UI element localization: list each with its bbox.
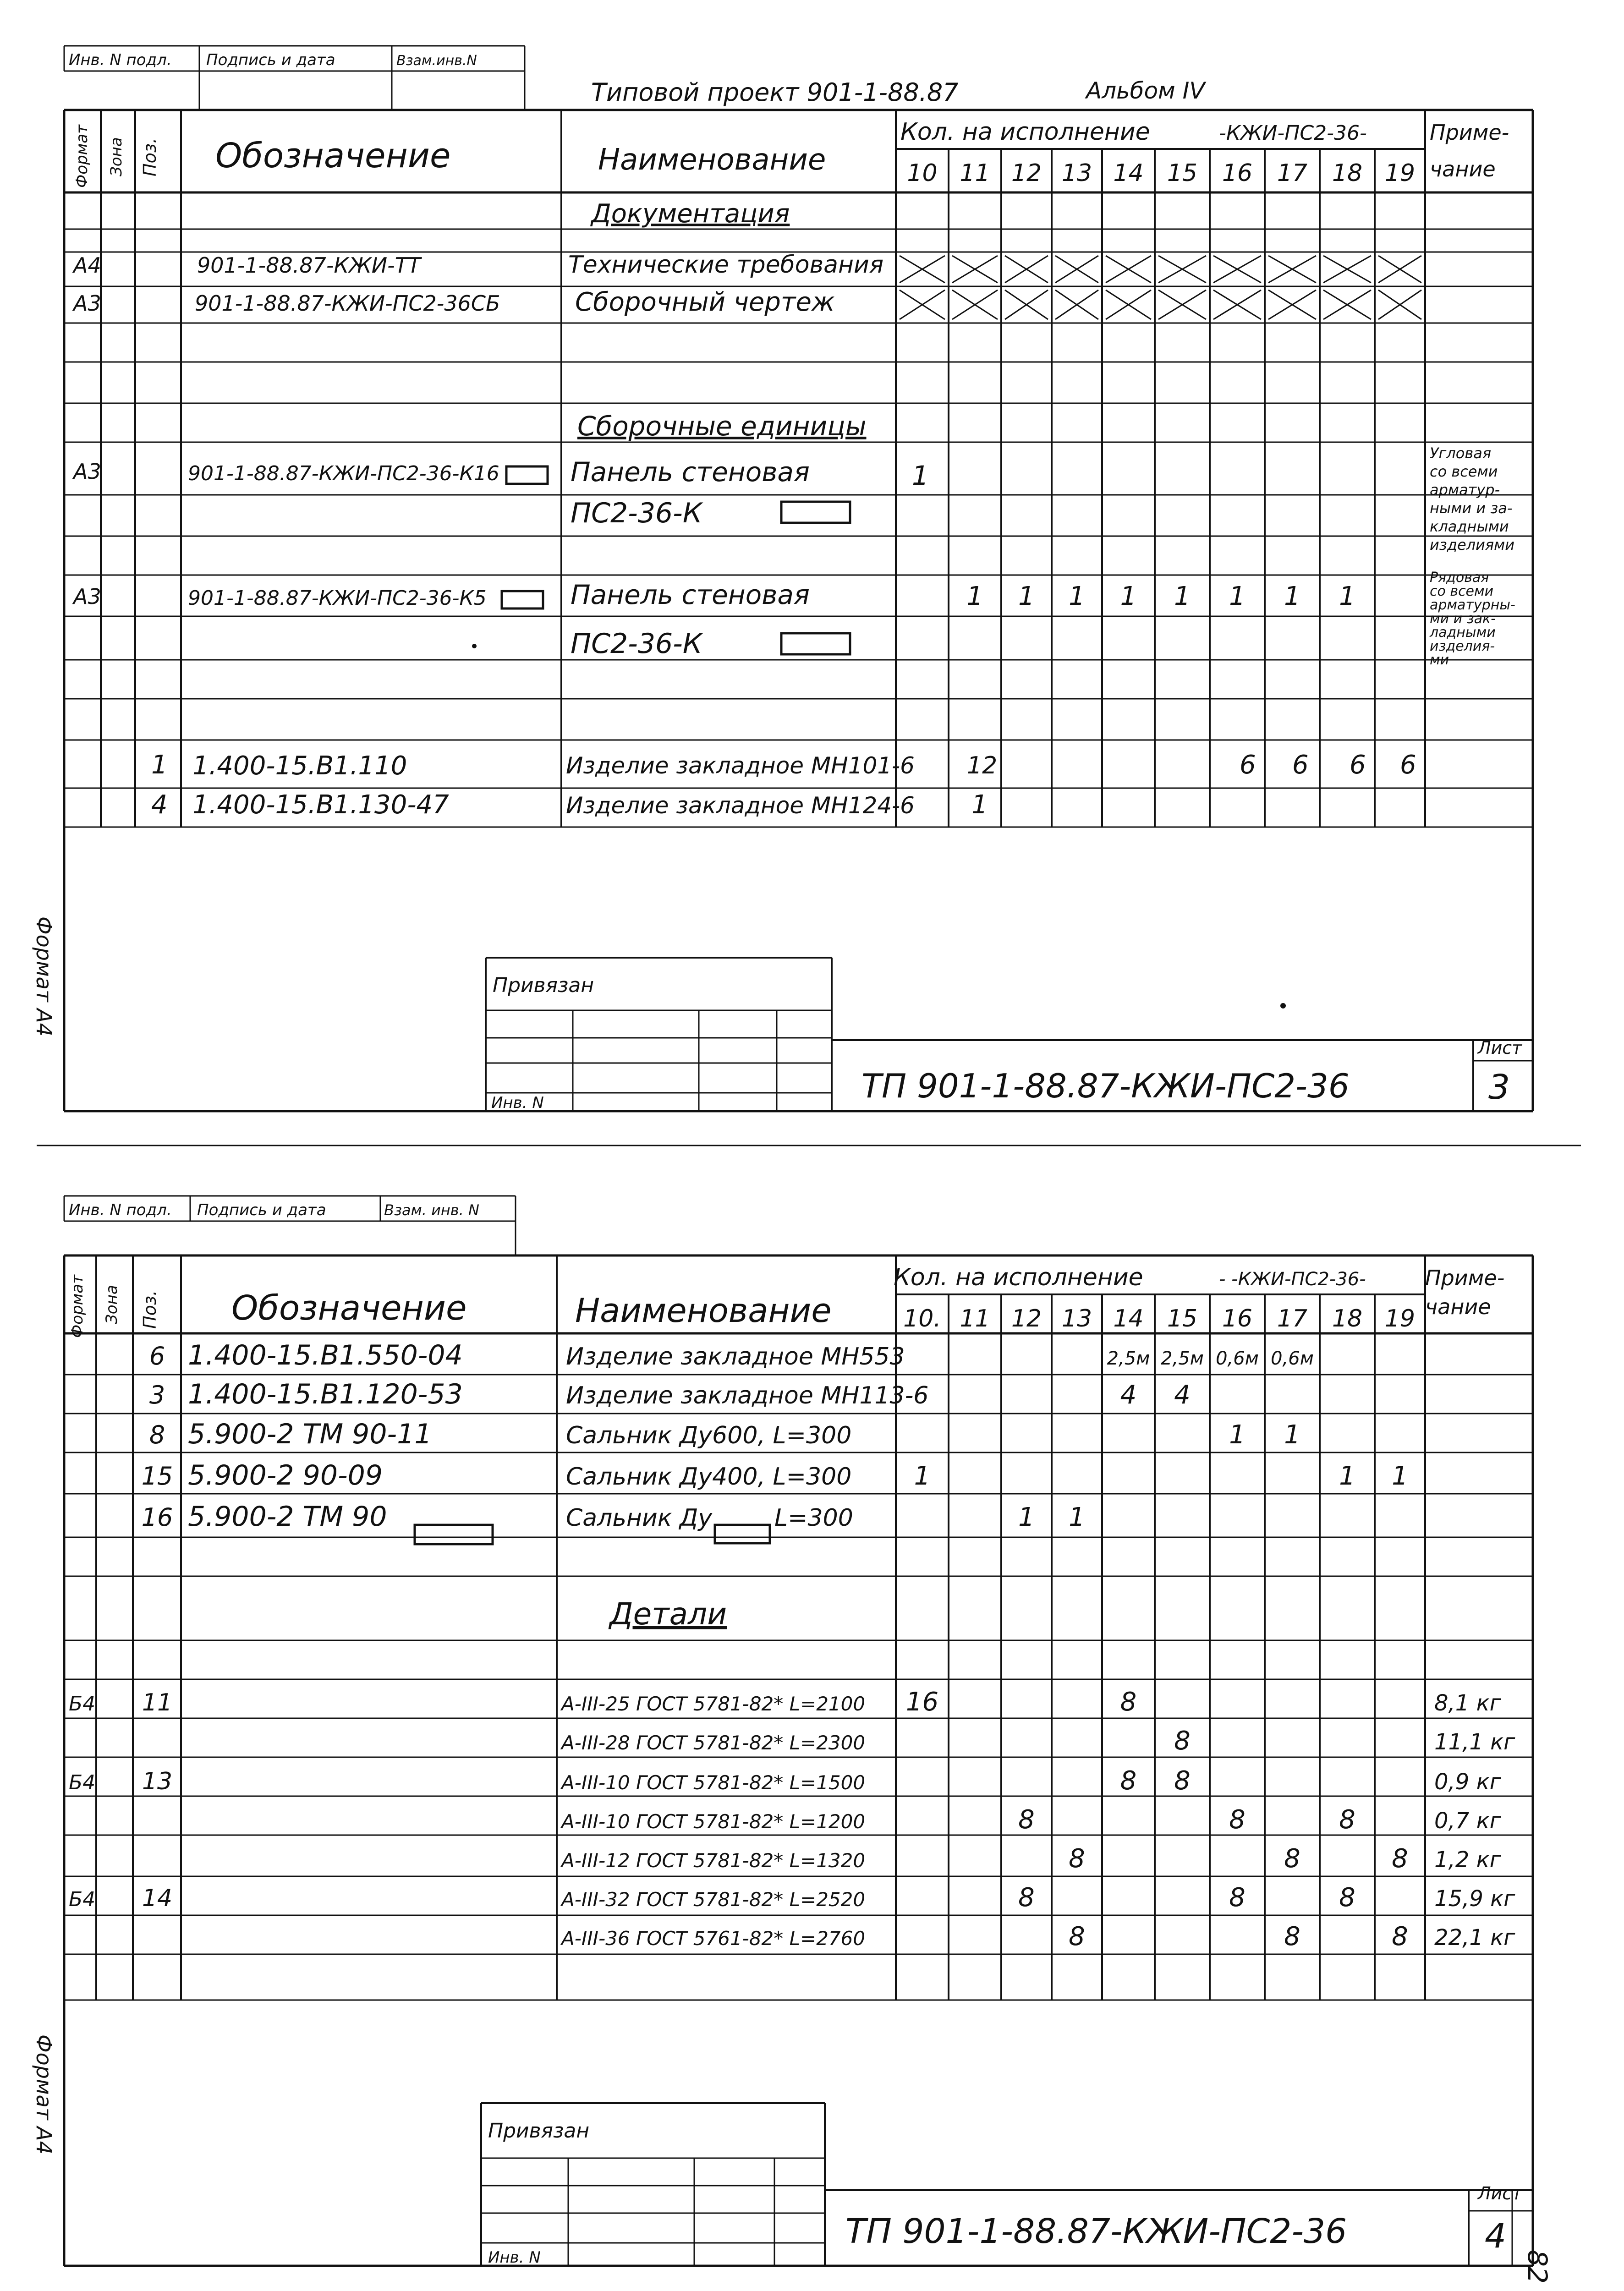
item-2-naimen: Изделие закладное МН124-6 — [566, 792, 915, 819]
item-2-poz: 4 — [151, 790, 168, 820]
item-oboznach: 5.900-2 90-09 — [188, 1459, 383, 1491]
asm-2-qty-12: 1 — [1018, 581, 1035, 611]
asm-1-note-line: арматур- — [1430, 481, 1500, 499]
side-format-label: Формат А4 — [32, 916, 56, 1036]
detail-qty-15: 8 — [1174, 1766, 1191, 1796]
detail-naimen: А-III-10 ГОСТ 5781-82* L=1200 — [561, 1810, 866, 1833]
asm-2-oboznach: 901-1-88.87-КЖИ-ПС2-36-К5 — [188, 586, 487, 610]
item-qty-12: 1 — [1018, 1502, 1035, 1532]
stamp-vzam-label: Взам. инв. N — [384, 1201, 479, 1219]
exec-col-18: 18 — [1332, 1305, 1363, 1332]
asm-2-note-line: Рядовая — [1430, 570, 1489, 586]
exec-col-12: 12 — [1011, 159, 1042, 187]
exec-col-12: 12 — [1011, 1305, 1042, 1332]
detail-qty-15: 8 — [1174, 1726, 1191, 1756]
item-2-qty-11: 1 — [971, 790, 988, 820]
list-number: 3 — [1488, 1068, 1510, 1107]
item-naimen-length: L=300 — [774, 1504, 853, 1532]
asm-2-qty-18: 1 — [1339, 581, 1355, 611]
asm-1-note-line: изделиями — [1430, 536, 1515, 554]
item-poz: 15 — [141, 1462, 173, 1491]
exec-col-11: 11 — [960, 159, 990, 187]
item-qty-17: 1 — [1284, 1420, 1300, 1450]
detail-qty-16: 8 — [1229, 1805, 1245, 1835]
detail-qty-19: 8 — [1392, 1922, 1408, 1951]
doc-row-2-format: А3 — [73, 291, 101, 316]
list-number: 4 — [1485, 2216, 1507, 2256]
asm-2-note-line: изделия- — [1430, 638, 1495, 654]
privyazan-label: Привязан — [493, 974, 594, 997]
inv-n-label: Инв. N — [488, 2248, 541, 2267]
asm-2-note — [1429, 570, 1515, 668]
header-format: Формат — [73, 125, 91, 188]
asm-2-note-line: ми — [1430, 652, 1449, 668]
side-format-label: Формат А4 — [32, 2034, 56, 2154]
stamp-podpis-label: Подпись и дата — [206, 51, 335, 69]
asm-1-note-line: кладными — [1430, 518, 1509, 535]
detail-qty-13: 8 — [1069, 1844, 1085, 1874]
exec-col-14: 14 — [1113, 159, 1144, 187]
list-label: Лист — [1478, 2183, 1522, 2203]
exec-col-17: 17 — [1277, 1305, 1308, 1332]
item-16-name-box — [715, 1525, 770, 1543]
detail-naimen: А-III-32 ГОСТ 5781-82* L=2520 — [561, 1888, 866, 1911]
asm-2-name-2: ПС2-36-К — [571, 628, 702, 660]
header-prim: Приме- — [1425, 1266, 1505, 1290]
sheet-3 — [32, 51, 1523, 1112]
detail-mass: 0,7 кг — [1434, 1808, 1501, 1834]
detail-naimen: А-III-10 ГОСТ 5781-82* L=1500 — [561, 1771, 866, 1794]
project-title: Типовой проект 901-1-88.87 — [591, 78, 959, 107]
detail-qty-17: 8 — [1284, 1844, 1300, 1874]
item-1-qty-18: 6 — [1350, 750, 1366, 780]
header-kol: Кол. на исполнение — [894, 1264, 1143, 1291]
asm-2-quantities — [967, 581, 1355, 611]
item-qty-17: 0,6м — [1271, 1348, 1314, 1369]
detail-qty-13: 8 — [1069, 1922, 1085, 1951]
exec-col-10.: 10. — [903, 1305, 941, 1332]
asm-1-note-line: ными и за- — [1430, 499, 1513, 517]
asm-2-qty-15: 1 — [1174, 581, 1191, 611]
item-qty-10: 1 — [914, 1461, 931, 1491]
exec-col-17: 17 — [1277, 159, 1308, 187]
item-naimen: Изделие закладное МН553 — [566, 1343, 905, 1370]
item-qty-18: 1 — [1339, 1461, 1355, 1491]
item-1-qty-19: 6 — [1400, 750, 1416, 780]
asm-2-code-box — [502, 591, 543, 608]
stamp-inv-podl-label: Инв. N подл. — [69, 1201, 172, 1219]
doc-row-1-oboznach: 901-1-88.87-КЖИ-ТТ — [197, 253, 421, 278]
item-naimen: Сальник Ду — [566, 1504, 713, 1532]
detail-qty-14: 8 — [1120, 1687, 1137, 1717]
item-poz: 3 — [149, 1381, 165, 1409]
header-naimenovanie: Наименование — [598, 143, 826, 177]
detail-mass: 8,1 кг — [1434, 1690, 1501, 1716]
header-oboznachenie: Обозначение — [215, 136, 451, 175]
item-1-oboznach: 1.400-15.В1.110 — [192, 751, 407, 781]
detail-qty-18: 8 — [1339, 1883, 1355, 1913]
detail-qty-18: 8 — [1339, 1805, 1355, 1835]
item-qty-15: 2,5м — [1161, 1348, 1204, 1369]
asm-2-qty-14: 1 — [1120, 581, 1137, 611]
stray-dot — [1280, 1003, 1286, 1008]
margin-number: 82 — [1522, 2250, 1553, 2284]
detail-mass: 1,2 кг — [1434, 1847, 1501, 1873]
detail-poz: 14 — [142, 1885, 173, 1912]
item-1-qty-11: 12 — [967, 752, 998, 779]
item-naimen: Сальник Ду400, L=300 — [566, 1463, 852, 1491]
item-1-qty-17: 6 — [1292, 750, 1309, 780]
exec-col-19: 19 — [1384, 1305, 1416, 1332]
asm-1-name-box — [781, 502, 850, 523]
header-zona: Зона — [103, 1285, 121, 1324]
items-rows — [142, 1339, 1408, 1533]
doc-row-1-format: А4 — [73, 253, 101, 278]
album-label: Альбом IV — [1086, 77, 1205, 104]
item-1-naimen: Изделие закладное МН101-6 — [566, 752, 915, 779]
header-prim: Приме- — [1430, 120, 1509, 145]
section-documentation: Документация — [591, 199, 790, 229]
item-naimen: Изделие закладное МН113-6 — [566, 1382, 929, 1409]
detail-naimen: А-III-28 ГОСТ 5781-82* L=2300 — [561, 1732, 866, 1754]
stamp-inv-podl-label: Инв. N подл. — [69, 51, 172, 69]
detail-naimen: А-III-25 ГОСТ 5781-82* L=2100 — [561, 1693, 866, 1715]
detail-poz: 13 — [142, 1768, 173, 1795]
item-qty-14: 2,5м — [1107, 1348, 1150, 1369]
asm-2-note-line: ладными — [1430, 625, 1496, 641]
exec-col-11: 11 — [960, 1305, 990, 1332]
item-oboznach: 1.400-15.В1.550-04 — [188, 1339, 463, 1371]
detail-qty-10: 16 — [905, 1687, 939, 1717]
item-qty-15: 4 — [1174, 1380, 1191, 1410]
doc-row-2-naimen: Сборочный чертеж — [575, 287, 835, 317]
doc-cross-marks — [900, 256, 1421, 319]
inv-n-label: Инв. N — [491, 1094, 544, 1112]
header-kol: Кол. на исполнение — [900, 118, 1150, 146]
header-zona: Зона — [107, 137, 126, 176]
asm-1-note — [1430, 444, 1514, 554]
doc-row-1-naimen: Технические требования — [568, 251, 884, 279]
section-assembly-units: Сборочные единицы — [577, 411, 867, 442]
detail-qty-16: 8 — [1229, 1883, 1245, 1913]
detail-qty-14: 8 — [1120, 1766, 1137, 1796]
asm-2-name-1: Панель стеновая — [571, 579, 810, 610]
asm-2-qty-17: 1 — [1284, 581, 1300, 611]
detail-mass: 15,9 кг — [1434, 1886, 1515, 1912]
detail-naimen: А-III-36 ГОСТ 5761-82* L=2760 — [561, 1927, 866, 1950]
sheet-code: ТП 901-1-88.87-КЖИ-ПС2-36 — [845, 2212, 1347, 2251]
exec-col-14: 14 — [1113, 1305, 1144, 1332]
item-oboznach: 1.400-15.В1.120-53 — [188, 1378, 463, 1410]
header-oboznachenie: Обозначение — [231, 1288, 467, 1328]
item-poz: 8 — [149, 1420, 165, 1449]
asm-1-note-line: со всеми — [1430, 463, 1498, 480]
detail-qty-12: 8 — [1018, 1883, 1035, 1913]
exec-col-19: 19 — [1384, 159, 1416, 187]
exec-columns-header — [903, 1305, 1415, 1332]
header-naimenovanie: Наименование — [575, 1291, 832, 1330]
privyazan-label: Привязан — [488, 2119, 590, 2143]
asm-1-format: А3 — [73, 459, 101, 484]
asm-1-qty-10: 1 — [912, 460, 929, 491]
item-qty-16: 1 — [1229, 1420, 1245, 1450]
detail-qty-12: 8 — [1018, 1805, 1035, 1835]
exec-col-15: 15 — [1167, 1305, 1198, 1332]
sheet-3-grid — [64, 46, 1533, 1111]
item-qty-19: 1 — [1392, 1461, 1408, 1491]
item-16-code-box — [415, 1525, 493, 1544]
asm-1-name-1: Панель стеновая — [571, 456, 810, 488]
item-2-oboznach: 1.400-15.В1.130-47 — [192, 790, 449, 820]
item-1-qty-16: 6 — [1240, 750, 1256, 780]
asm-1-oboznach: 901-1-88.87-КЖИ-ПС2-36-К16 — [188, 462, 499, 485]
detail-mass: 22,1 кг — [1434, 1925, 1515, 1951]
asm-2-note-line: со всеми — [1430, 583, 1494, 599]
exec-col-16: 16 — [1222, 159, 1253, 187]
header-prim-2: чание — [1430, 157, 1496, 181]
asm-2-qty-16: 1 — [1229, 581, 1245, 611]
item-poz: 6 — [149, 1342, 165, 1370]
exec-columns-header — [907, 159, 1415, 187]
item-1-poz: 1 — [151, 750, 168, 780]
list-label: Лист — [1478, 1038, 1522, 1058]
sheet-code: ТП 901-1-88.87-КЖИ-ПС2-36 — [861, 1067, 1350, 1105]
exec-col-15: 15 — [1167, 159, 1198, 187]
detail-format: Б4 — [69, 1692, 96, 1716]
asm-2-note-line: арматурны- — [1430, 597, 1515, 613]
exec-col-13: 13 — [1061, 159, 1092, 187]
detail-naimen: А-III-12 ГОСТ 5781-82* L=1320 — [561, 1849, 866, 1872]
detail-format: Б4 — [69, 1771, 96, 1794]
asm-2-note-line: ми и зак- — [1430, 611, 1496, 627]
asm-1-note-line: Угловая — [1430, 444, 1492, 462]
asm-2-format: А3 — [73, 584, 101, 609]
exec-col-16: 16 — [1222, 1305, 1253, 1332]
item-poz: 16 — [141, 1503, 173, 1532]
item-oboznach: 5.900-2 ТМ 90-11 — [188, 1418, 432, 1450]
header-kol-code: -КЖИ-ПС2-36- — [1219, 121, 1367, 145]
item-naimen: Сальник Ду600, L=300 — [566, 1422, 852, 1449]
details-rows — [69, 1687, 1515, 1951]
item-qty-14: 4 — [1120, 1380, 1137, 1410]
item-qty-16: 0,6м — [1216, 1348, 1259, 1369]
stray-dot — [472, 644, 477, 648]
header-prim-2: чание — [1425, 1294, 1491, 1319]
asm-2-qty-11: 1 — [966, 581, 983, 611]
section-details: Детали — [609, 1596, 727, 1632]
exec-col-18: 18 — [1332, 159, 1363, 187]
asm-1-code-box — [506, 466, 548, 484]
detail-poz: 11 — [142, 1689, 173, 1716]
asm-1-name-2: ПС2-36-К — [571, 497, 702, 529]
sheet-4 — [32, 1201, 1553, 2284]
doc-row-2-oboznach: 901-1-88.87-КЖИ-ПС2-36СБ — [195, 291, 500, 316]
header-poz: Поз. — [140, 137, 160, 176]
header-format: Формат — [68, 1275, 87, 1338]
exec-col-10: 10 — [907, 159, 938, 187]
item-oboznach: 5.900-2 ТМ 90 — [188, 1501, 387, 1533]
stamp-vzam-label: Взам.инв.N — [396, 53, 477, 69]
item-qty-13: 1 — [1069, 1502, 1085, 1532]
detail-mass: 0,9 кг — [1434, 1769, 1501, 1795]
detail-mass: 11,1 кг — [1434, 1729, 1515, 1755]
detail-qty-19: 8 — [1392, 1844, 1408, 1874]
detail-qty-17: 8 — [1284, 1922, 1300, 1951]
asm-2-name-box — [781, 633, 850, 654]
exec-col-13: 13 — [1061, 1305, 1092, 1332]
detail-format: Б4 — [69, 1888, 96, 1911]
asm-2-qty-13: 1 — [1069, 581, 1085, 611]
header-kol-code: - -КЖИ-ПС2-36- — [1219, 1269, 1366, 1290]
stamp-podpis-label: Подпись и дата — [197, 1201, 326, 1219]
header-poz: Поз. — [140, 1290, 160, 1329]
